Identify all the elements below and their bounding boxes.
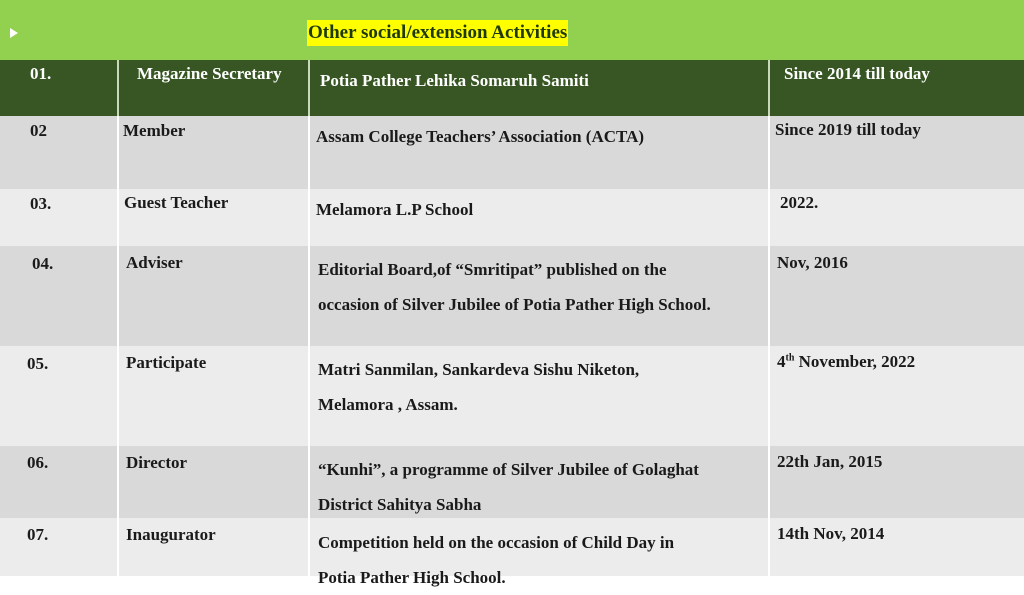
period-day: 4 — [777, 352, 786, 371]
row-number-cell — [0, 346, 117, 446]
row-number: 06. — [27, 453, 49, 472]
activity-text: Melamora , Assam. — [318, 395, 458, 414]
activity-text: Editorial Board,of “Smritipat” published on the — [318, 260, 667, 279]
role-text: Director — [126, 453, 188, 472]
table-row — [0, 346, 1024, 446]
row-number-cell — [0, 446, 117, 518]
activity-cell — [308, 518, 768, 587]
activity-cell — [308, 116, 768, 189]
activity-text: Assam College Teachers’ Association (ACTA) — [316, 127, 645, 146]
table-row — [0, 518, 1024, 587]
activity-cell — [308, 60, 768, 116]
role-text: Guest Teacher — [124, 193, 229, 212]
period-cell — [768, 116, 1024, 189]
table-row — [0, 189, 1024, 246]
row-number: 02 — [30, 121, 47, 140]
period-text: Nov, 2016 — [777, 253, 848, 272]
activity-text: “Kunhi”, a programme of Silver Jubilee of Golaghat — [318, 460, 699, 479]
activity-cell — [308, 446, 768, 518]
period-cell — [768, 246, 1024, 346]
period-cell — [768, 346, 1024, 446]
row-number-cell — [0, 116, 117, 189]
role-cell — [117, 446, 308, 518]
row-number: 01. — [30, 64, 52, 83]
table-row — [0, 246, 1024, 346]
row-number-cell — [0, 518, 117, 576]
table-row — [0, 60, 1024, 116]
role-cell — [117, 189, 308, 246]
role-text: Participate — [126, 353, 207, 372]
activity-text: Matri Sanmilan, Sankardeva Sishu Niketon, — [318, 360, 640, 379]
activity-text: occasion of Silver Jubilee of Potia Pather High School. — [318, 295, 711, 314]
role-cell — [117, 246, 308, 346]
activity-cell — [308, 346, 768, 446]
activity-text: District Sahitya Sabha — [318, 495, 482, 514]
row-number-cell — [0, 246, 117, 346]
period-cell — [768, 518, 1024, 576]
slide-title: Other social/extension Activities — [307, 20, 568, 46]
row-number-cell — [0, 189, 117, 246]
period-cell — [768, 446, 1024, 518]
role-text: Member — [123, 121, 186, 140]
period-text — [777, 352, 915, 372]
period-ordinal: th — [785, 352, 795, 364]
role-text: Adviser — [126, 253, 183, 272]
role-cell — [117, 60, 308, 116]
row-number: 07. — [27, 525, 49, 544]
row-number: 05. — [27, 354, 49, 373]
role-text: Inaugurator — [126, 525, 216, 544]
activity-text: Melamora L.P School — [316, 200, 474, 219]
period-cell — [768, 189, 1024, 246]
table-row — [0, 116, 1024, 189]
table-row — [0, 446, 1024, 518]
row-number: 03. — [30, 194, 52, 213]
period-text: 2022. — [780, 193, 819, 212]
activity-cell — [308, 189, 768, 246]
period-text: 14th Nov, 2014 — [777, 524, 885, 543]
row-number-cell — [0, 60, 117, 116]
period-rest: November, 2022 — [794, 352, 916, 371]
row-number: 04. — [32, 254, 54, 273]
activity-text: Potia Pather Lehika Somaruh Samiti — [320, 71, 589, 90]
period-text: Since 2014 till today — [784, 64, 930, 83]
role-cell — [117, 518, 308, 576]
period-text: 22th Jan, 2015 — [777, 452, 883, 471]
period-text: Since 2019 till today — [775, 120, 921, 139]
activity-text: Potia Pather High School. — [318, 568, 506, 587]
role-cell — [117, 346, 308, 446]
role-text: Magazine Secretary — [137, 64, 282, 83]
period-cell — [768, 60, 1024, 116]
role-cell — [117, 116, 308, 189]
activity-text: Competition held on the occasion of Child Day in — [318, 533, 675, 552]
activity-cell — [308, 246, 768, 346]
